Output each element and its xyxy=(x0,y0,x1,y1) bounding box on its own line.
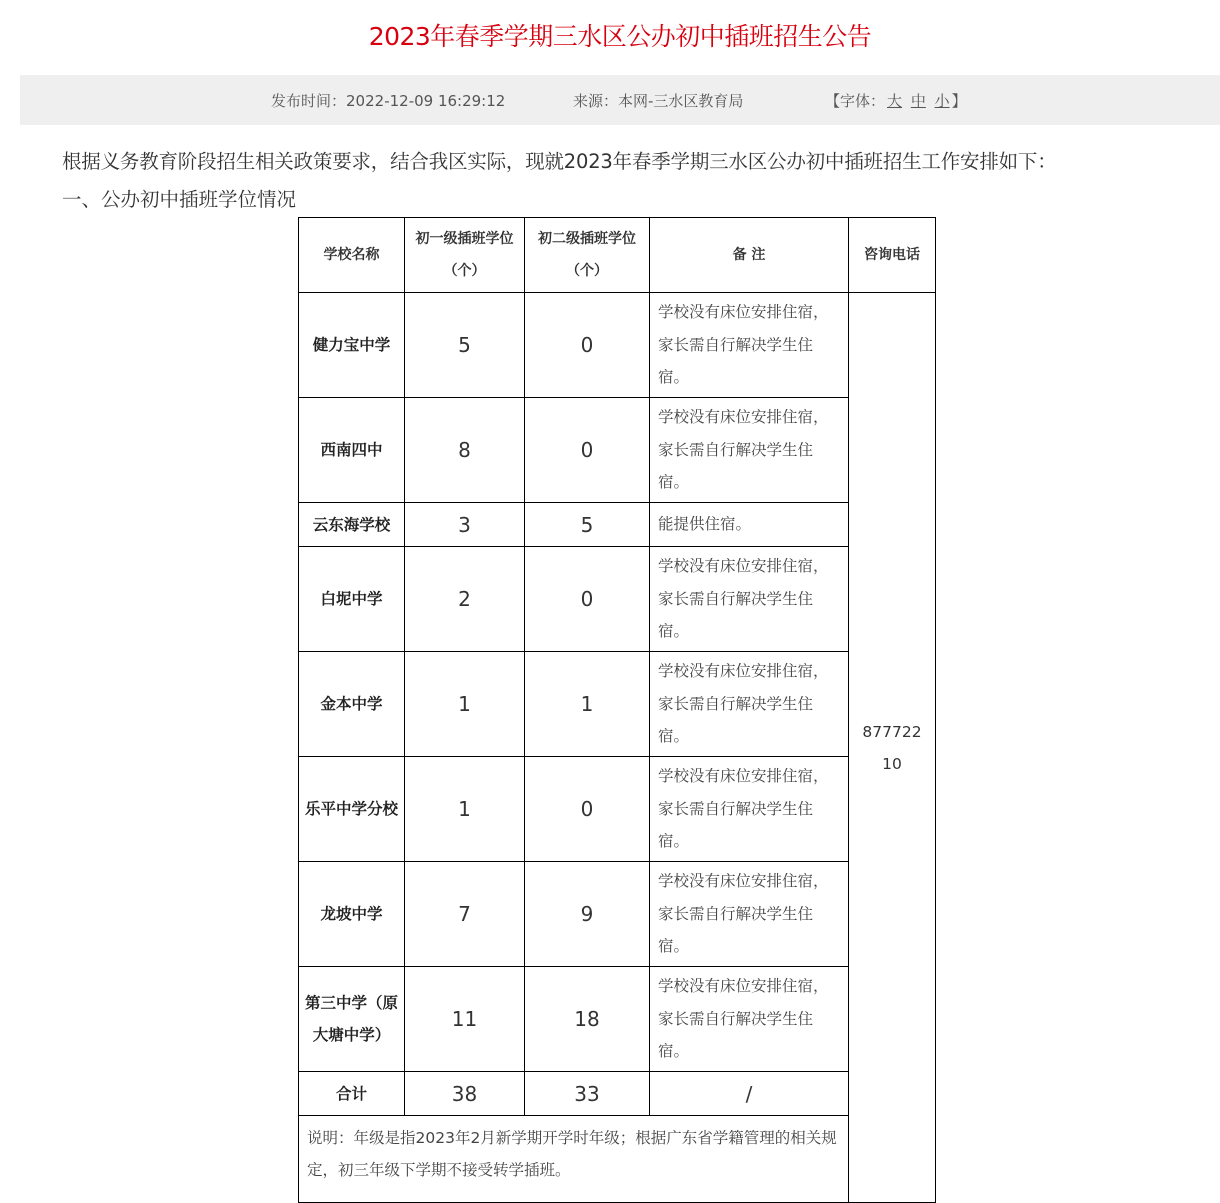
remark: 能提供住宿。 xyxy=(650,503,849,547)
source xyxy=(573,90,743,111)
header-grade1: 初一级插班学位（个） xyxy=(405,218,525,293)
header-school: 学校名称 xyxy=(299,218,405,293)
grade1-seats: 2 xyxy=(405,547,525,652)
table-header-row xyxy=(299,218,936,293)
grade2-seats: 18 xyxy=(525,967,650,1072)
school-name: 白坭中学 xyxy=(299,547,405,652)
grade2-seats: 0 xyxy=(525,398,650,503)
font-size-close-bracket: 】 xyxy=(951,92,967,110)
remark: 学校没有床位安排住宿，家长需自行解决学生住宿。 xyxy=(650,547,849,652)
school-name: 云东海学校 xyxy=(299,503,405,547)
grade1-seats: 3 xyxy=(405,503,525,547)
grade2-seats: 5 xyxy=(525,503,650,547)
grade2-seats: 9 xyxy=(525,862,650,967)
page-title: 2023年春季学期三水区公办初中插班招生公告 xyxy=(368,22,872,51)
remark: 学校没有床位安排住宿，家长需自行解决学生住宿。 xyxy=(650,652,849,757)
school-name: 乐平中学分校 xyxy=(299,757,405,862)
grade1-seats: 7 xyxy=(405,862,525,967)
publish-time-value: 2022-12-09 16:29:12 xyxy=(346,92,506,110)
total-row xyxy=(299,1072,936,1116)
total-label: 合计 xyxy=(299,1072,405,1116)
grade2-seats: 0 xyxy=(525,547,650,652)
intro-paragraph: 根据义务教育阶段招生相关政策要求，结合我区实际，现就2023年春季学期三水区公办初中插班招生工作安排如下： xyxy=(62,150,1057,173)
grade1-seats: 8 xyxy=(405,398,525,503)
section-heading: 一、公办初中插班学位情况 xyxy=(62,188,297,211)
grade1-seats: 5 xyxy=(405,293,525,398)
publish-time xyxy=(271,90,505,111)
table-row xyxy=(299,547,936,652)
school-name: 西南四中 xyxy=(299,398,405,503)
table-row xyxy=(299,293,936,398)
source-value: 本网-三水区教育局 xyxy=(618,92,744,110)
table-row xyxy=(299,862,936,967)
table-row xyxy=(299,652,936,757)
font-size-label: 【字体： xyxy=(825,92,886,110)
font-size-medium-button[interactable]: 中 xyxy=(910,92,926,110)
note-row xyxy=(299,1116,936,1203)
school-name: 龙坡中学 xyxy=(299,862,405,967)
grade2-seats: 0 xyxy=(525,757,650,862)
grade2-seats: 1 xyxy=(525,652,650,757)
header-phone: 咨询电话 xyxy=(849,218,936,293)
contact-phone: 87772210 xyxy=(849,293,936,1203)
remark: 学校没有床位安排住宿，家长需自行解决学生住宿。 xyxy=(650,757,849,862)
remark: 学校没有床位安排住宿，家长需自行解决学生住宿。 xyxy=(650,862,849,967)
publish-label: 发布时间： xyxy=(271,92,347,110)
school-name: 健力宝中学 xyxy=(299,293,405,398)
table-row xyxy=(299,503,936,547)
school-name: 金本中学 xyxy=(299,652,405,757)
font-size-small-button[interactable]: 小 xyxy=(934,92,950,110)
grade1-seats: 11 xyxy=(405,967,525,1072)
header-remark: 备 注 xyxy=(650,218,849,293)
source-label: 来源： xyxy=(573,92,619,110)
vacancy-table xyxy=(298,217,936,1203)
table-row xyxy=(299,967,936,1072)
total-grade2: 33 xyxy=(525,1072,650,1116)
grade2-seats: 0 xyxy=(525,293,650,398)
total-grade1: 38 xyxy=(405,1072,525,1116)
remark: 学校没有床位安排住宿，家长需自行解决学生住宿。 xyxy=(650,398,849,503)
remark: 学校没有床位安排住宿，家长需自行解决学生住宿。 xyxy=(650,293,849,398)
font-size-controls xyxy=(825,90,967,111)
grade1-seats: 1 xyxy=(405,652,525,757)
article-meta-bar xyxy=(20,75,1220,125)
table-row xyxy=(299,757,936,862)
table-note: 说明：年级是指2023年2月新学期开学时年级；根据广东省学籍管理的相关规定，初三年级下学期不接受转学插班。 xyxy=(299,1116,849,1203)
total-remark: / xyxy=(650,1072,849,1116)
school-name: 第三中学（原大塘中学） xyxy=(299,967,405,1072)
font-size-large-button[interactable]: 大 xyxy=(887,92,903,110)
header-grade2: 初二级插班学位（个） xyxy=(525,218,650,293)
grade1-seats: 1 xyxy=(405,757,525,862)
table-row xyxy=(299,398,936,503)
remark: 学校没有床位安排住宿，家长需自行解决学生住宿。 xyxy=(650,967,849,1072)
